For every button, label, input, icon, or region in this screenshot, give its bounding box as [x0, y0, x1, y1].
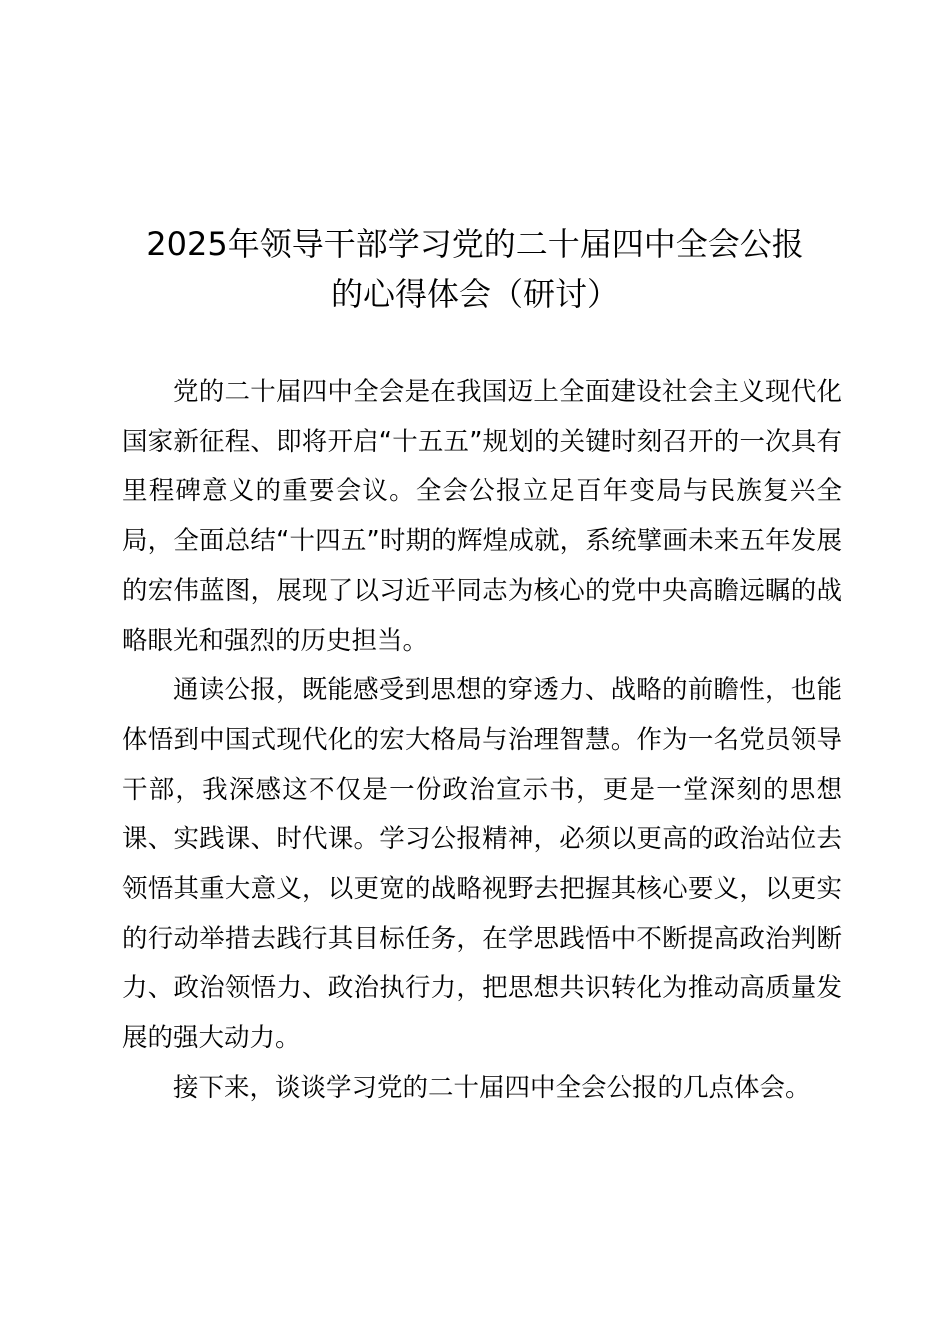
document-body	[122, 368, 842, 1114]
paragraph-2: 通读公报，既能感受到思想的穿透力、战略的前瞻性，也能体悟到中国式现代化的宏大格局与治理智慧。作为一名党员领导干部，我深感这不仅是一份政治宣示书，更是一堂深刻的思想课、实践课、时代课。学习公报精神，必须以更高的政治站位去领悟其重大意义，以更宽的战略视野去把握其核心要义，以更实的行动举措去践行其目标任务，在学思践悟中不断提高政治判断力、政治领悟力、政治执行力，把思想共识转化为推动高质量发展的强大动力。	[122, 675, 842, 1054]
document-title-line-1: 2025年领导干部学习党的二十届四中全会公报	[146, 225, 804, 263]
document-title-line-2: 的心得体会（研讨）	[330, 275, 619, 313]
paragraph-3: 接下来，谈谈学习党的二十届四中全会公报的几点体会。	[173, 1072, 811, 1103]
paragraph-1: 党的二十届四中全会是在我国迈上全面建设社会主义现代化国家新征程、即将开启“十五五”规划的关键时刻召开的一次具有里程碑意义的重要会议。全会公报立足百年变局与民族复兴全局，全面总结“十四五”时期的辉煌成就，系统擘画未来五年发展的宏伟蓝图，展现了以习近平同志为核心的党中央高瞻远瞩的战略眼光和强烈的历史担当。	[122, 377, 842, 656]
